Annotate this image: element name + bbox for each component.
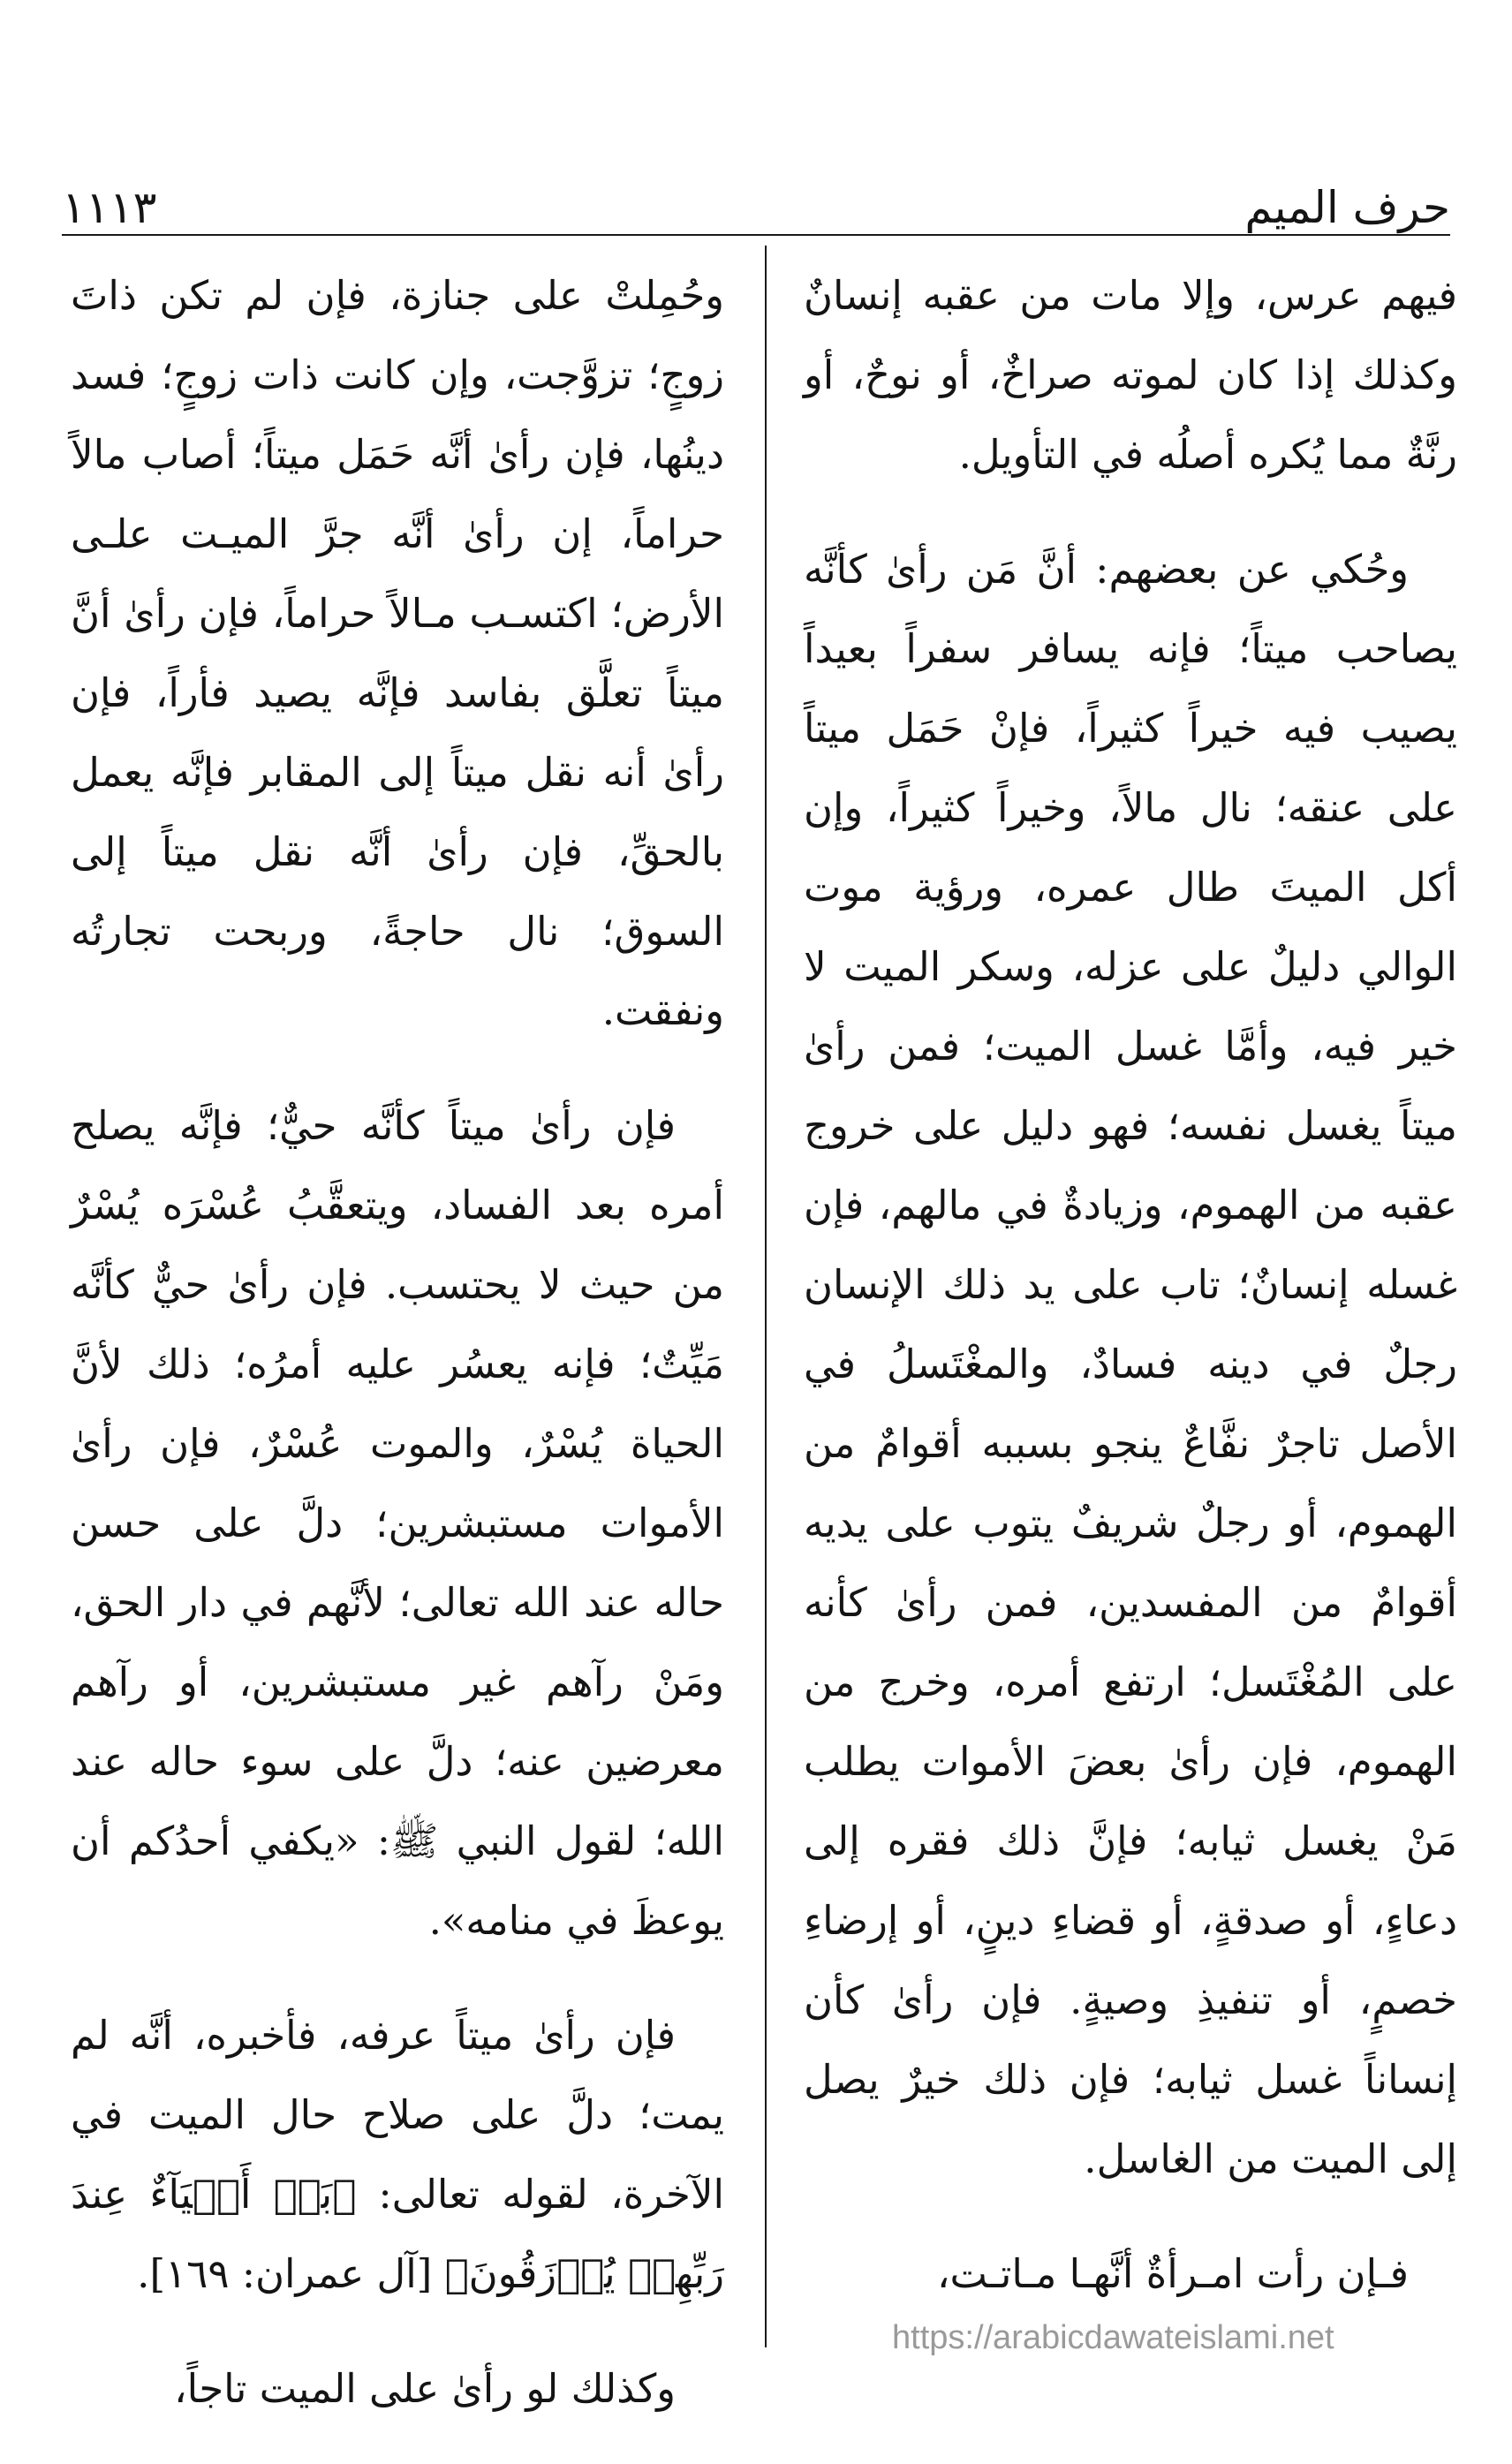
paragraph: وحُكي عن بعضهم: أنَّ مَن رأىٰ كأنَّه يصاحب ميتاً؛ فإنه يسافر سفراً بعيداً يصيب فيه خيراً كثيراً، فإنْ حَمَل ميتاً على عنقه؛ نال مالاً، وخيراً كثيراً، وإن أكل الميتَ طال عمره، ورؤية موت الوالي دليلٌ على عزله، وسكر الميت لا خير فيه، وأمَّا غسل الميت؛ فمن رأىٰ ميتاً يغسل نفسه؛ فهو دليل على خروج عقبه من الهموم، وزيادةٌ في مالهم، فإن غسله إنسانٌ؛ تاب على يد ذلك الإنسان رجلٌ في دينه فسادٌ، والمغْتَسلُ في الأصل تاجرٌ نفَّاعٌ ينجو بسببه أقوامٌ من الهموم، أو رجلٌ شريفٌ يتوب على يديه أقوامٌ من المفسدين، فمن رأىٰ كأنه على المُغْتَسل؛ ارتفع أمره، وخرج من الهموم، فإن رأىٰ بعضَ الأموات يطلب مَنْ يغسل ثيابه؛ فإنَّ ذلك فقره إلى دعاءٍ، أو صدقةٍ، أو قضاءِ دينٍ، أو إرضاءِ خصمٍ، أو تنفيذِ وصيةٍ. فإن رأىٰ كأن إنساناً غسل ثيابه؛ فإن ذلك خيرٌ يصل إلى الميت من الغاسل. bbox=[804, 546, 1457, 2182]
paragraph: فإن رأىٰ ميتاً كأنَّه حيٌّ؛ فإنَّه يصلح أمره بعد الفساد، ويتعقَّبُ عُسْرَه يُسْرٌ من حيث لا يحتسب. فإن رأىٰ حيٌّ كأنَّه مَيِّتٌ؛ فإنه يعسُر عليه أمرُه؛ ذلك لأنَّ الحياة يُسْرٌ، والموت عُسْرٌ، فإن رأىٰ الأموات مستبشرين؛ دلَّ على حسن حاله عند الله تعالى؛ لأنَّهم في دار الحق، ومَنْ رآهم غير مستبشرين، أو رآهم معرضين عنه؛ دلَّ على سوء حاله عند الله؛ لقول النبي ﷺ: «يكفي أحدُكم أن يوعظَ في منامه». bbox=[71, 1102, 724, 1944]
watermark-url: https://arabicdawateislami.net bbox=[892, 2319, 1334, 2356]
column-divider bbox=[765, 246, 767, 2347]
paragraph: وكذلك لو رأىٰ على الميت تاجاً، bbox=[174, 2365, 676, 2412]
header-rule bbox=[62, 234, 1450, 236]
page-header bbox=[62, 159, 1450, 233]
paragraph: فـإن رأت امـرأةٌ أنَّهـا مـاتـت، bbox=[936, 2250, 1409, 2297]
right-column bbox=[804, 256, 1457, 2349]
chapter-title: حرف الميم bbox=[1244, 182, 1450, 233]
paragraph: فإن رأىٰ ميتاً عرفه، فأخبره، أنَّه لم يمت؛ دلَّ على صلاح حال الميت في الآخرة، لقوله تعالى: ﴿بَلۡ أَحۡيَآءٌ عِندَ رَبِّهِمۡ يُرۡزَقُونَ﴾ [آل عمران: ١٦٩]. bbox=[71, 2012, 724, 2297]
page-number: ١١١٣ bbox=[62, 182, 157, 233]
paragraph: وحُمِلتْ على جنازة، فإن لم تكن ذاتَ زوجٍ؛ تزوَّجت، وإن كانت ذات زوجٍ؛ فسد دينُها، فإن رأىٰ أنَّه حَمَل ميتاً؛ أصاب مالاً حراماً، إن رأىٰ أنَّه جرَّ الميـت علـى الأرض؛ اكتسـب مـالاً حراماً، فإن رأىٰ أنَّ ميتاً تعلَّق بفاسد فإنَّه يصيد فأراً، فإن رأىٰ أنه نقل ميتاً إلى المقابر فإنَّه يعمل بالحقِّ، فإن رأىٰ أنَّه نقل ميتاً إلى السوق؛ نال حاجةً، وربحت تجارتُه ونفقت. bbox=[71, 272, 724, 1034]
paragraph: فيهم عرس، وإلا مات من عقبه إنسانٌ وكذلك إذا كان لموته صراخٌ، أو نوحٌ، أو رنَّةٌ مما يُكره أصلُه في التأويل. bbox=[804, 272, 1457, 478]
left-column bbox=[71, 256, 724, 2464]
